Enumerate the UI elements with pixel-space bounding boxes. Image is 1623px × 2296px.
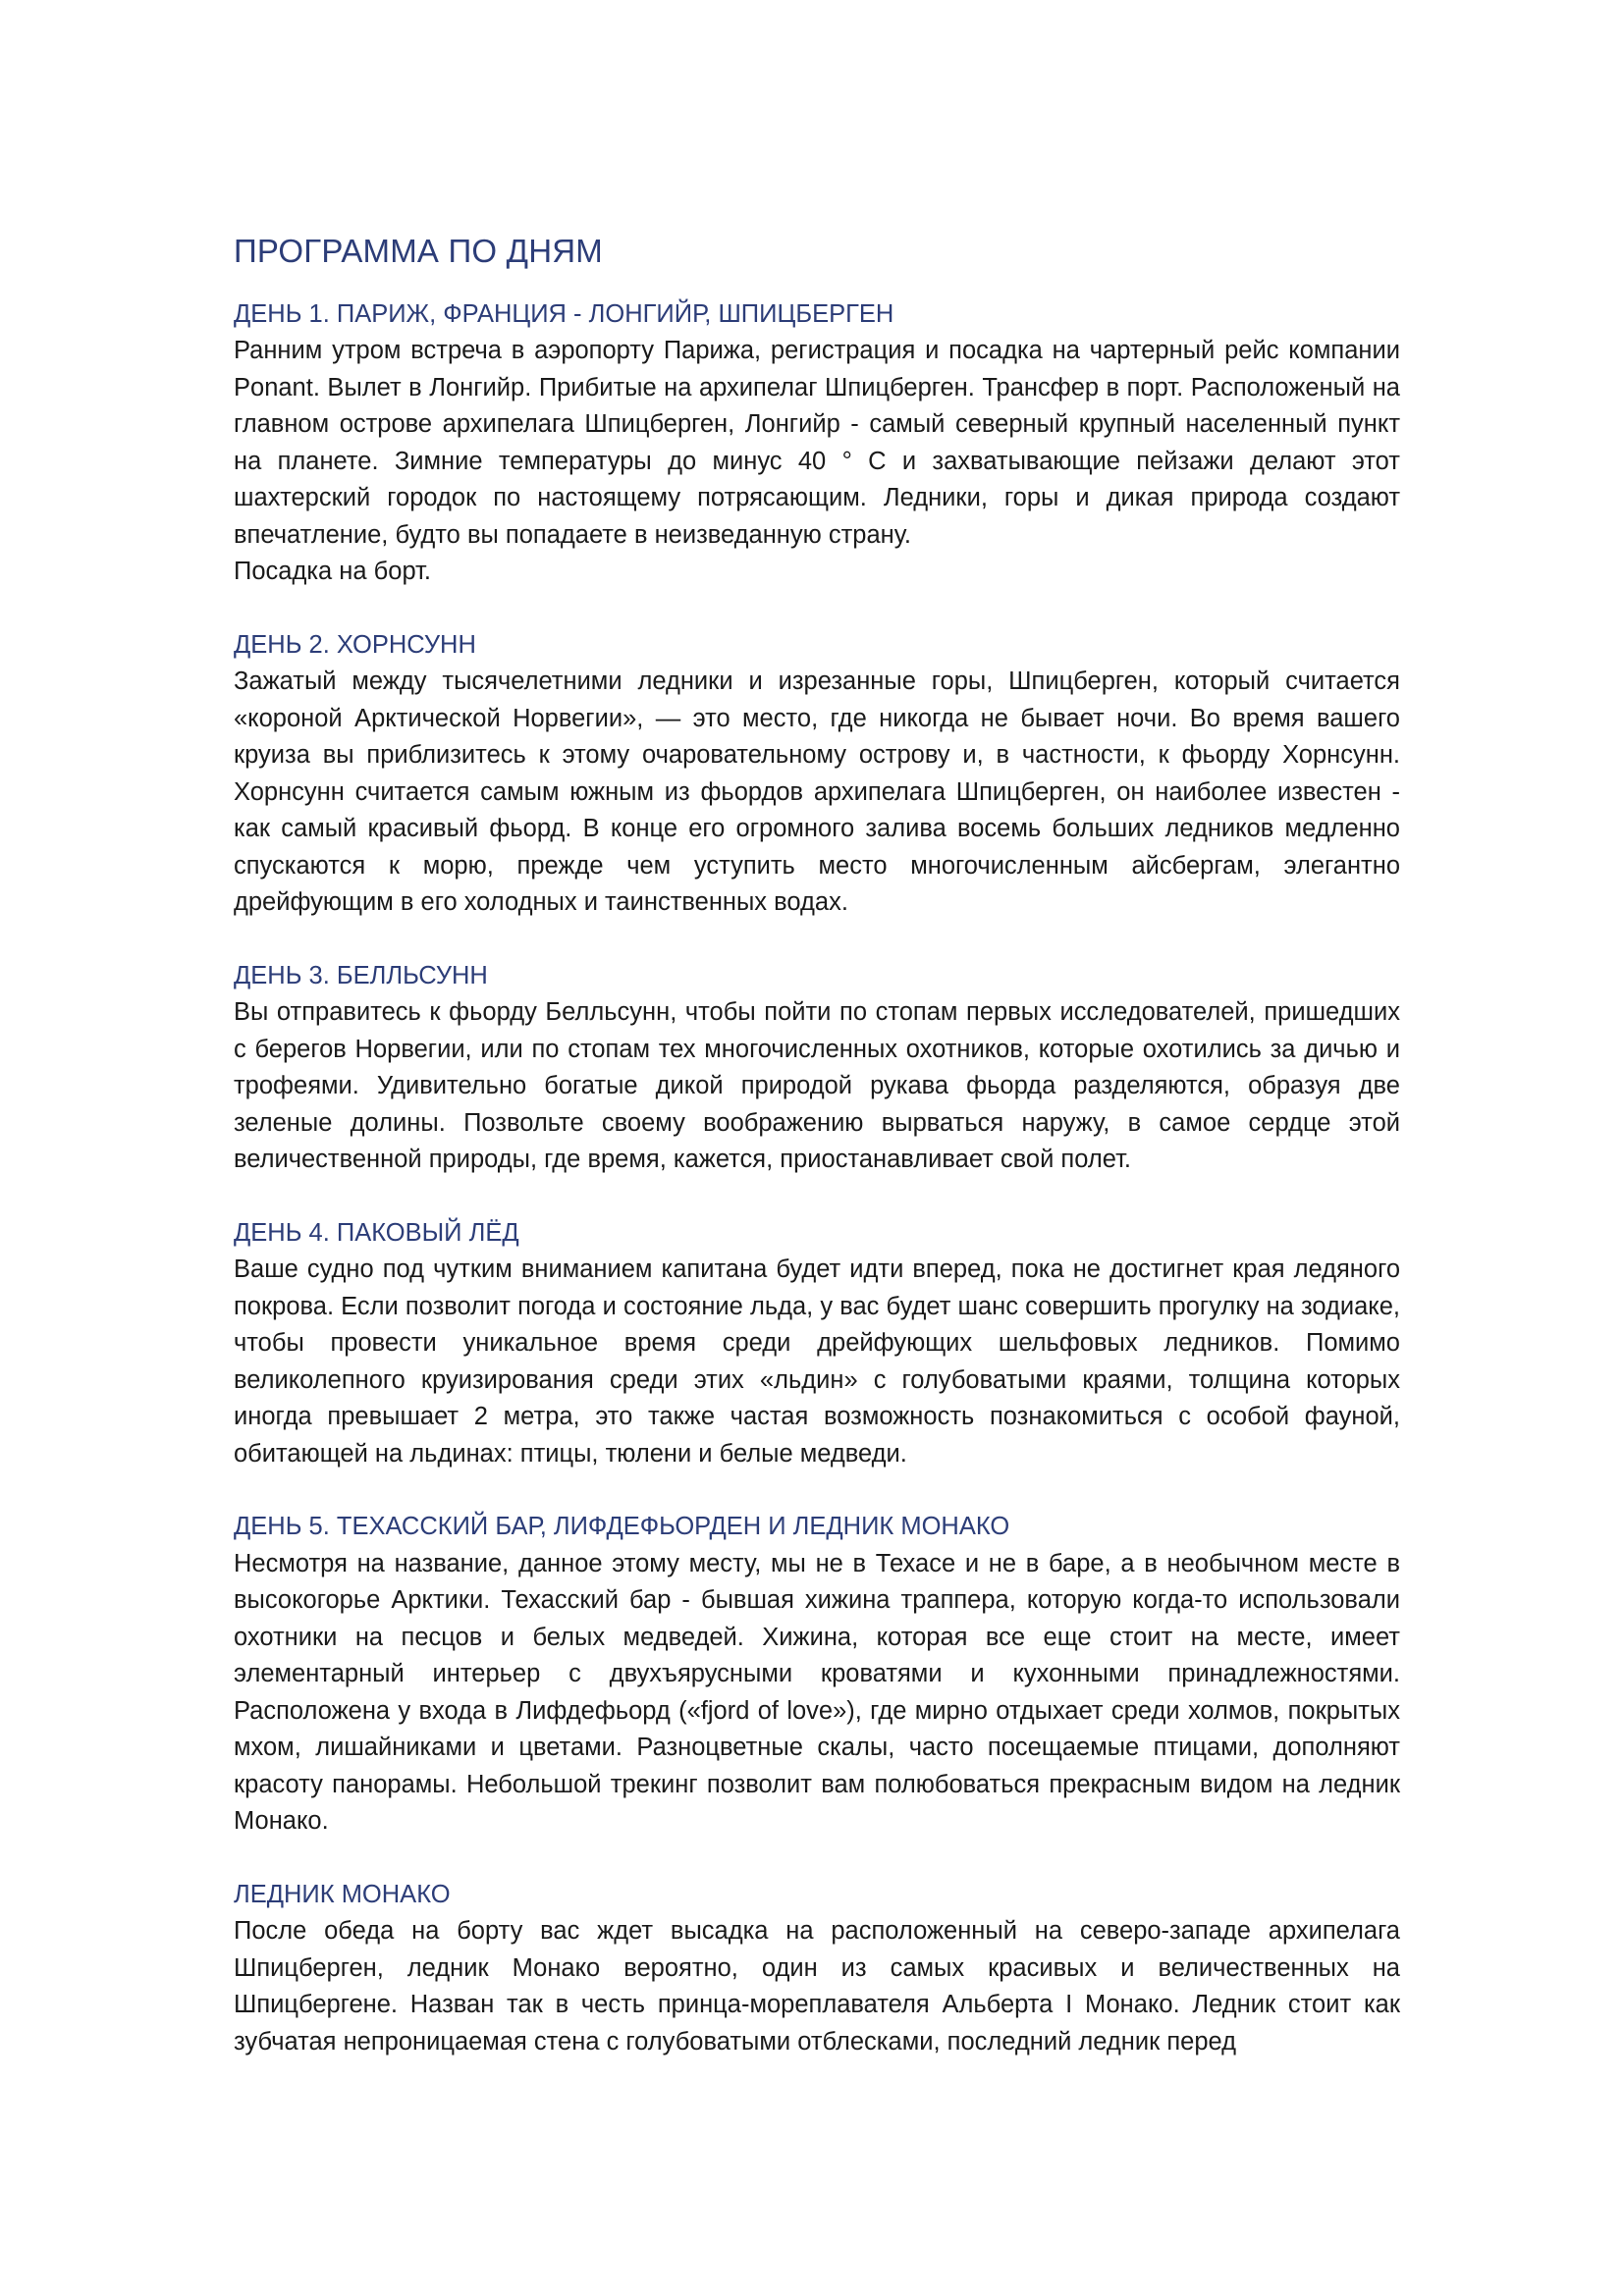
section-body — [234, 994, 1400, 1179]
paragraph: После обеда на борту вас ждет высадка на расположенный на северо-западе архипелага Шпицберген, ледник Монако вероятно, один из самых красивых и величественных на Шпицбергене. Назван так в честь принца-мореплавателя Альберта I Монако. Ледник стоит как зубчатая непроницаемая стена с голубоватыми отблесками, последний ледник перед — [234, 1917, 1400, 2056]
section-title: ДЕНЬ 1. ПАРИЖ, ФРАНЦИЯ - ЛОНГИЙР, ШПИЦБЕРГЕН — [234, 299, 894, 328]
paragraph: Ранним утром встреча в аэропорту Парижа, регистрация и посадка на чартерный рейс компании Ponant. Вылет в Лонгийр. Прибитые на архипелаг Шпицберген. Трансфер в порт. Расположеный на главном острове архипелага Шпицберген, Лонгийр - самый северный крупный населенный пункт на планете. Зимние температуры до минус 40 ° С и захватывающие пейзажи делают этот шахтерский городок по настоящему потрясающим. Ледники, горы и дикая природа создают впечатление, будто вы попадаете в неизведанную страну. — [234, 337, 1400, 549]
paragraph: Посадка на борт. — [234, 558, 431, 586]
paragraph: Ваше судно под чутким вниманием капитана будет идти вперед, пока не достигнет края ледяного покрова. Если позволит погода и состояние льда, у вас будет шанс совершить прогулку на зодиаке, чтобы провести уникальное время среди дрейфующих шельфовых ледников. Помимо великолепного круизирования среди этих «льдин» с голубоватыми краями, толщина которых иногда превышает 2 метра, это также частая возможность познакомиться с особой фауной, обитающей на льдинах: птицы, тюлени и белые медведи. — [234, 1255, 1400, 1468]
day-section — [234, 1215, 1400, 1473]
section-title: ДЕНЬ 2. ХОРНСУНН — [234, 630, 476, 659]
day-section — [234, 627, 1400, 922]
day-section — [234, 296, 1400, 591]
section-body — [234, 1546, 1400, 1841]
section-body — [234, 1913, 1400, 2060]
paragraph: Вы отправитесь к фьорду Белльсунн, чтобы пойти по стопам первых исследователей, пришедших с берегов Норвегии, или по стопам тех многочисленных охотников, которые охотились за дичью и трофеями. Удивительно богатые дикой природой рукава фьорда разделяются, образуя две зеленые долины. Позвольте своему воображению вырваться наружу, в самое сердце этой величественной природы, где время, кажется, приостанавливает свой полет. — [234, 998, 1400, 1174]
paragraph: Зажатый между тысячелетними ледники и изрезанные горы, Шпицберген, который считается «короной Арктической Норвегии», — это место, где никогда не бывает ночи. Во время вашего круиза вы приблизитесь к этому очаровательному острову и, в частности, к фьорду Хорнсунн. Хорнсунн считается самым южным из фьордов архипелага Шпицберген, он наиболее известен - как самый красивый фьорд. В конце его огромного залива восемь больших ледников медленно спускаются к морю, прежде чем уступить место многочисленным айсбергам, элегантно дрейфующим в его холодных и таинственных водах. — [234, 667, 1400, 917]
section-body — [234, 1252, 1400, 1472]
section-title: ДЕНЬ 5. ТЕХАССКИЙ БАР, ЛИФДЕФЬОРДЕН И ЛЕДНИК МОНАКО — [234, 1513, 1010, 1541]
paragraph: Несмотря на название, данное этому месту, мы не в Техасе и не в баре, а в необычном месте в высокогорье Арктики. Техасский бар - бывшая хижина траппера, которую когда-то использовали охотники на песцов и белых медведей. Хижина, которая все еще стоит на месте, имеет элементарный интерьер с двухъярусными кроватями и кухонными принадлежностями. Расположена у входа в Лифдефьорд («fjord of love»), где мирно отдыхает среди холмов, покрытых мхом, лишайниками и цветами. Разноцветные скалы, часто посещаемые птицами, дополняют красоту панорамы. Небольшой трекинг позволит вам полюбоваться прекрасным видом на ледник Монако. — [234, 1549, 1400, 1836]
section-body — [234, 333, 1400, 591]
document-page — [234, 232, 1400, 2097]
day-section — [234, 1877, 1400, 2061]
page-title: ПРОГРАММА ПО ДНЯМ — [234, 233, 603, 269]
day-section — [234, 958, 1400, 1179]
section-title: ДЕНЬ 3. БЕЛЛЬСУНН — [234, 961, 488, 989]
section-title: ДЕНЬ 4. ПАКОВЫЙ ЛЁД — [234, 1218, 519, 1247]
section-title: ЛЕДНИК МОНАКО — [234, 1880, 451, 1908]
section-body — [234, 664, 1400, 922]
day-section — [234, 1509, 1400, 1841]
